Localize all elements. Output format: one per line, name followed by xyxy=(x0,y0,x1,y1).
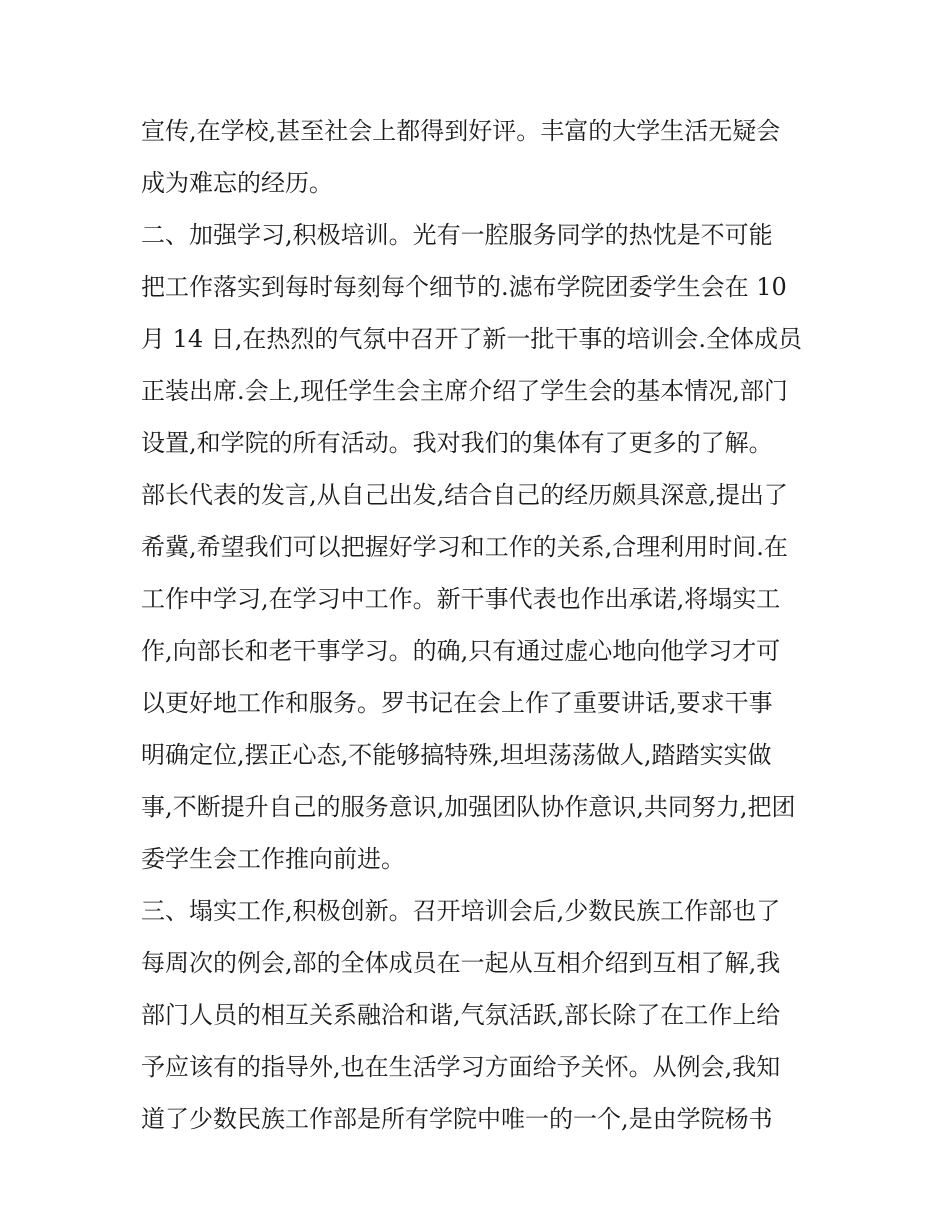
text-line: 委学生会工作推向前进。 xyxy=(141,845,405,873)
text-line: 把工作落实到每时每刻每个细节的.滤布学院团委学生会在 10 xyxy=(141,273,787,301)
text-line: 工作中学习,在学习中工作。新干事代表也作出承诺,将塌实工 xyxy=(141,585,781,613)
text-line: 部门人员的相互关系融洽和谐,气氛活跃,部长除了在工作上给 xyxy=(141,1001,781,1029)
document-body xyxy=(141,105,821,1145)
text-line: 设置,和学院的所有活动。我对我们的集体有了更多的了解。 xyxy=(141,429,773,457)
text-line: 希冀,希望我们可以把握好学习和工作的关系,合理利用时间.在 xyxy=(141,533,788,561)
text-line: 月 14 日,在热烈的气氛中召开了新一批干事的培训会.全体成员 xyxy=(141,325,803,353)
text-line: 三、塌实工作,积极创新。召开培训会后,少数民族工作部也了 xyxy=(141,897,781,925)
text-line: 事,不断提升自己的服务意识,加强团队协作意识,共同努力,把团 xyxy=(141,793,796,821)
text-line: 明确定位,摆正心态,不能够搞特殊,坦坦荡荡做人,踏踏实实做 xyxy=(141,741,772,769)
text-line: 每周次的例会,部的全体成员在一起从互相介绍到互相了解,我 xyxy=(141,949,781,977)
text-line: 作,向部长和老干事学习。的确,只有通过虚心地向他学习才可 xyxy=(141,637,781,665)
text-line: 成为难忘的经历。 xyxy=(141,169,333,197)
text-line: 宣传,在学校,甚至社会上都得到好评。丰富的大学生活无疑会 xyxy=(141,117,781,145)
text-line: 正装出席.会上,现任学生会主席介绍了学生会的基本情况,部门 xyxy=(141,377,788,405)
text-line: 二、加强学习,积极培训。光有一腔服务同学的热忱是不可能 xyxy=(141,221,773,249)
text-line: 部长代表的发言,从自己出发,结合自己的经历颇具深意,提出了 xyxy=(141,481,788,509)
text-line: 道了少数民族工作部是所有学院中唯一的一个,是由学院杨书 xyxy=(141,1105,773,1133)
text-line: 以更好地工作和服务。罗书记在会上作了重要讲话,要求干事 xyxy=(141,689,773,717)
text-line: 予应该有的指导外,也在生活学习方面给予关怀。从例会,我知 xyxy=(141,1053,781,1081)
